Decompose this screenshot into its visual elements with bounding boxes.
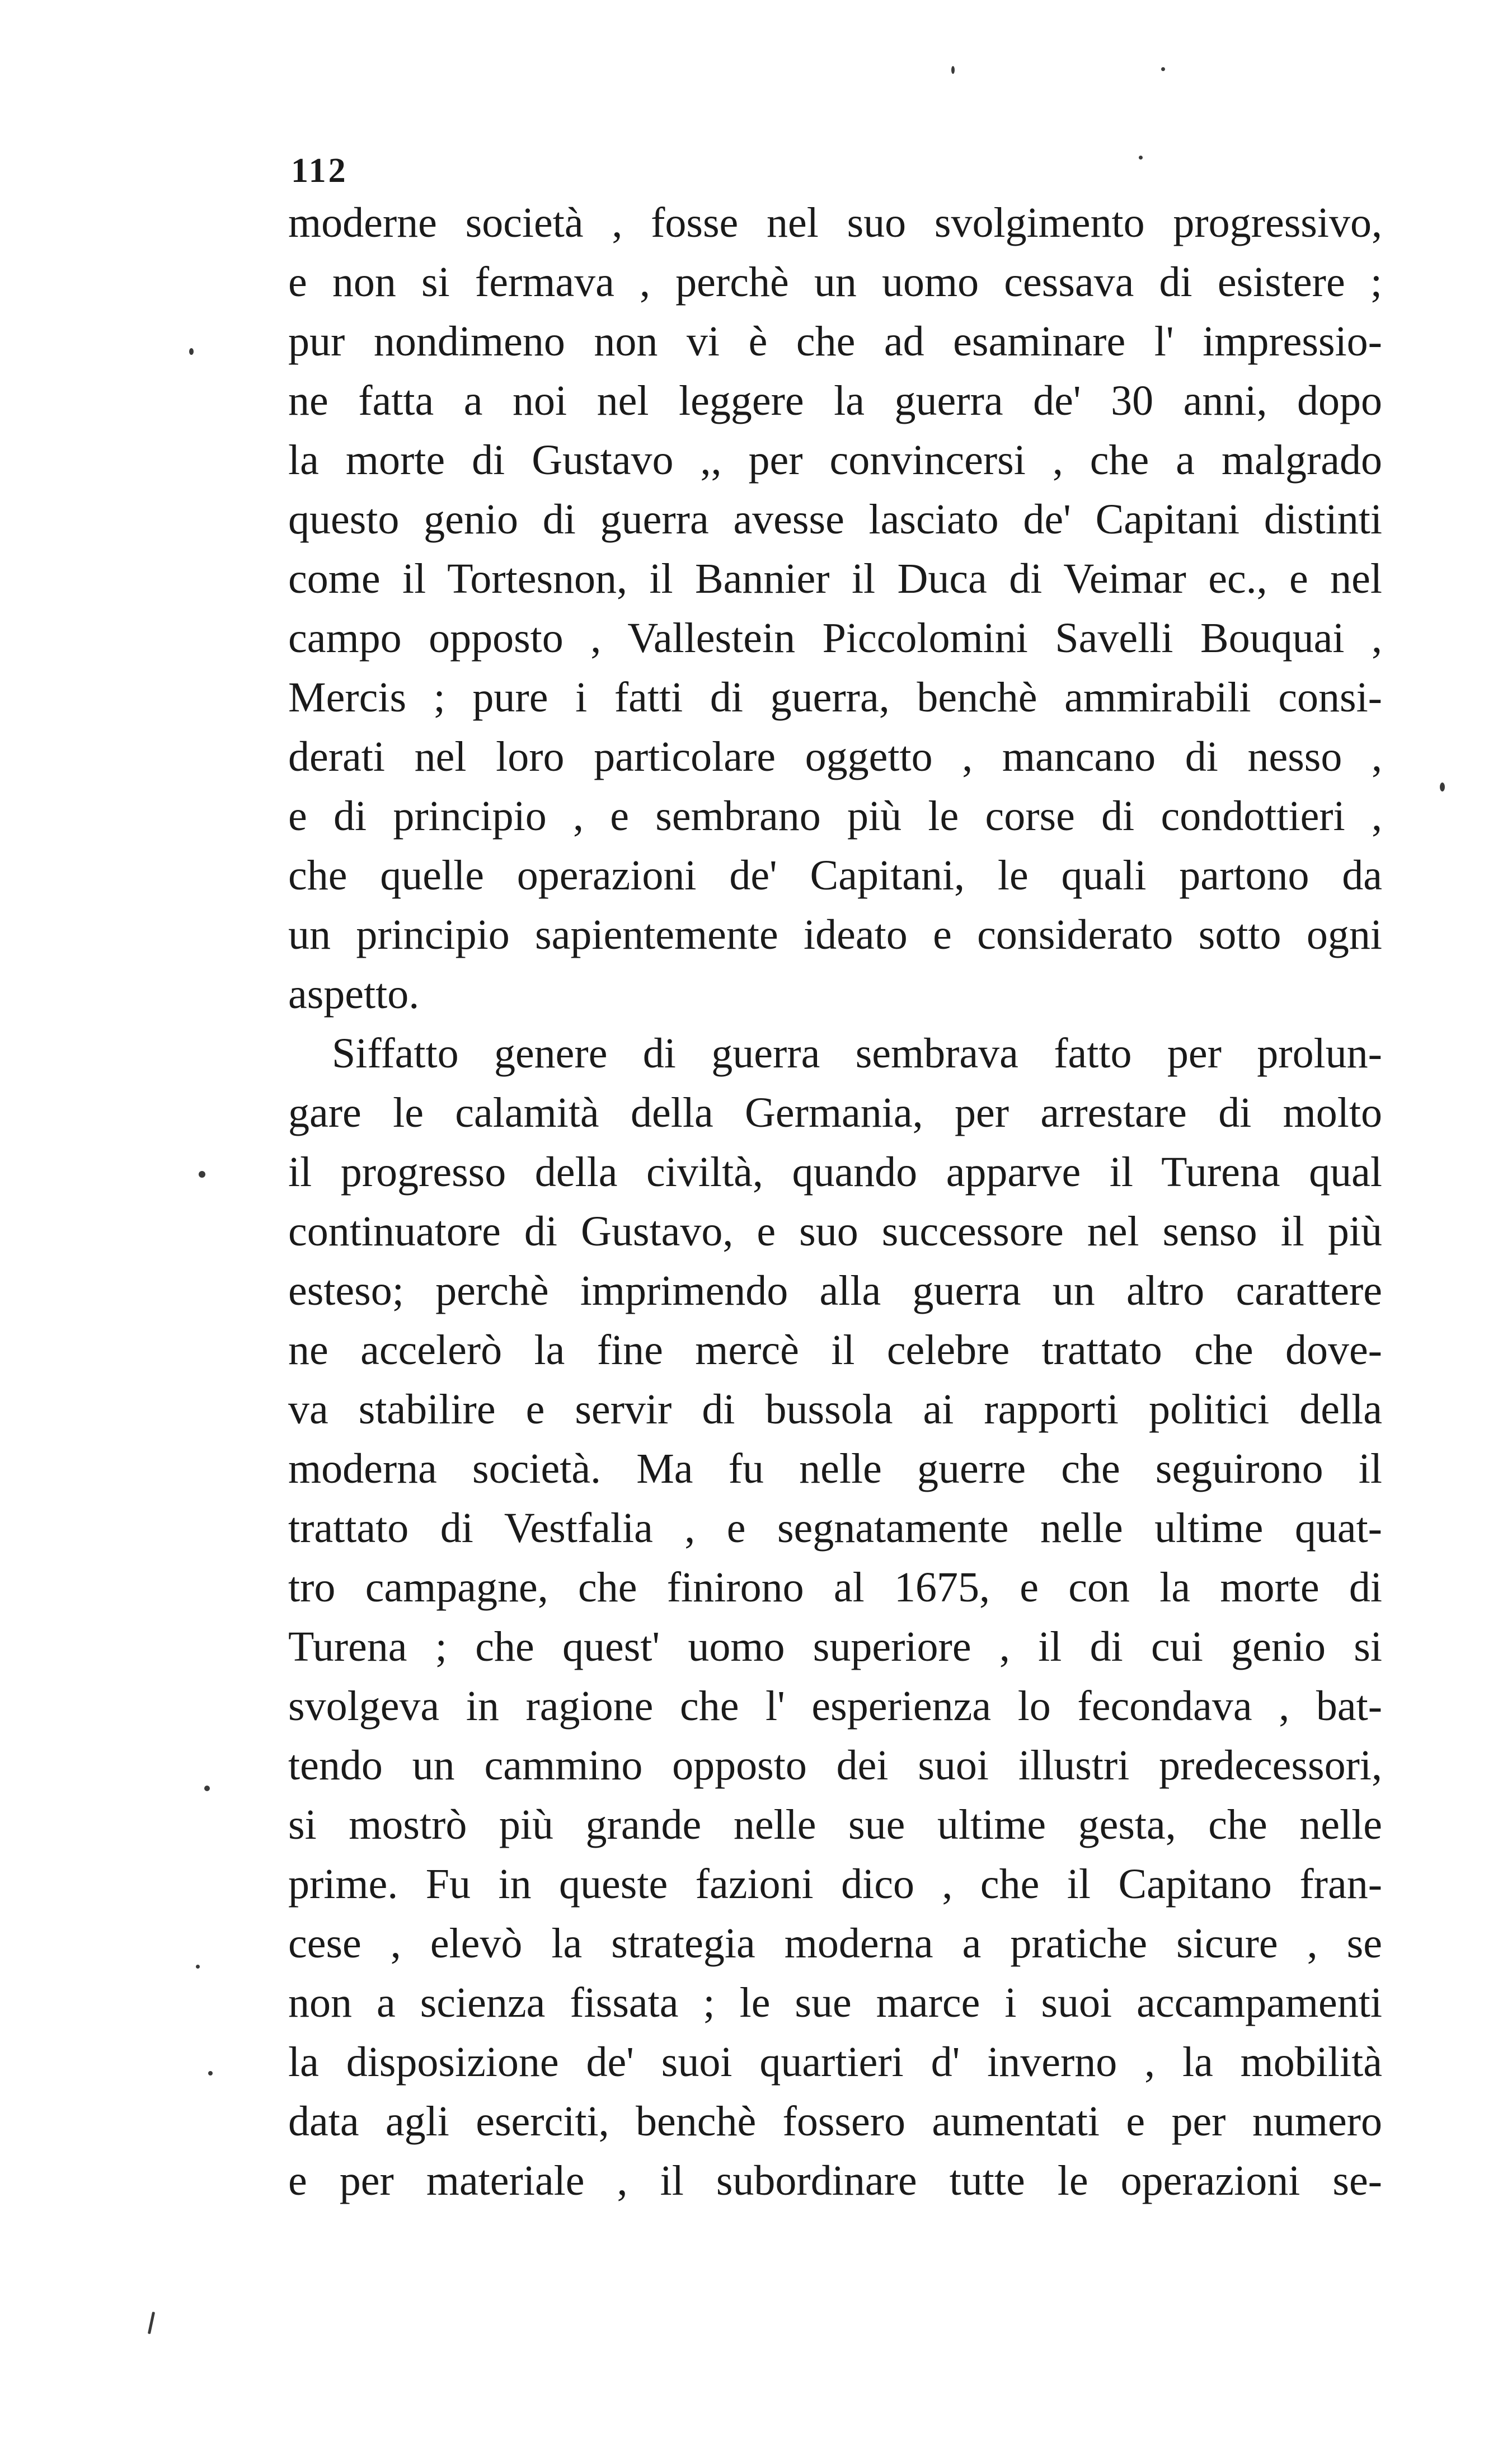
scan-speck bbox=[1161, 67, 1165, 71]
text-line: va stabilire e servir di bussola ai rapporti politici della bbox=[288, 1386, 1382, 1433]
text-line: ne accelerò la fine mercè il celebre trattato che dove- bbox=[288, 1327, 1382, 1374]
text-line: moderna società. Ma fu nelle guerre che seguirono il bbox=[288, 1445, 1382, 1492]
text-line: come il Tortesnon, il Bannier il Duca di Veimar ec., e nel bbox=[288, 555, 1382, 602]
text-line: pur nondimeno non vi è che ad esaminare l' impressio- bbox=[288, 318, 1382, 365]
scan-speck bbox=[148, 2312, 155, 2334]
text-line: un principio sapientemente ideato e considerato sotto ogni bbox=[288, 911, 1382, 958]
text-line: aspetto. bbox=[288, 971, 420, 1018]
text-line: cese , elevò la strategia moderna a pratiche sicure , se bbox=[288, 1920, 1382, 1967]
text-line: campo opposto , Vallestein Piccolomini Savelli Bouquai , bbox=[288, 615, 1382, 662]
text-line: la disposizione de' suoi quartieri d' inverno , la mobilità bbox=[288, 2039, 1382, 2086]
scan-speck bbox=[1139, 156, 1143, 160]
text-line: ne fatta a noi nel leggere la guerra de' 30 anni, dopo bbox=[288, 377, 1382, 424]
scan-speck bbox=[189, 348, 194, 355]
text-line: gare le calamità della Germania, per arrestare di molto bbox=[288, 1089, 1382, 1136]
text-line: data agli eserciti, benchè fossero aumentati e per numero bbox=[288, 2098, 1382, 2145]
text-line: il progresso della civiltà, quando apparve il Turena qual bbox=[288, 1149, 1382, 1196]
scan-speck bbox=[951, 66, 955, 74]
text-line: tro campagne, che finirono al 1675, e con la morte di bbox=[288, 1564, 1382, 1611]
paragraph-first-line: Siffatto genere di guerra sembrava fatto per prolun- bbox=[332, 1030, 1382, 1077]
text-line: prime. Fu in queste fazioni dico , che il Capitano fran- bbox=[288, 1861, 1382, 1908]
text-line: e per materiale , il subordinare tutte le operazioni se- bbox=[288, 2157, 1382, 2204]
text-line: questo genio di guerra avesse lasciato de' Capitani distinti bbox=[288, 496, 1382, 543]
scan-speck bbox=[196, 1965, 200, 1969]
scan-speck bbox=[208, 2071, 213, 2075]
text-line: la morte di Gustavo ,, per convincersi , che a malgrado bbox=[288, 437, 1382, 484]
scan-speck bbox=[204, 1786, 210, 1791]
text-line: derati nel loro particolare oggetto , mancano di nesso , bbox=[288, 733, 1382, 780]
scan-speck bbox=[199, 1171, 205, 1178]
page-number: 112 bbox=[291, 152, 348, 190]
text-line: trattato di Vestfalia , e segnatamente nelle ultime quat- bbox=[288, 1505, 1382, 1552]
text-line: Turena ; che quest' uomo superiore , il di cui genio si bbox=[288, 1623, 1382, 1670]
text-line: e di principio , e sembrano più le corse di condottieri , bbox=[288, 793, 1382, 840]
text-line: e non si fermava , perchè un uomo cessava di esistere ; bbox=[288, 259, 1382, 306]
text-line: continuatore di Gustavo, e suo successore nel senso il più bbox=[288, 1208, 1382, 1255]
text-line: tendo un cammino opposto dei suoi illustri predecessori, bbox=[288, 1742, 1382, 1789]
scan-speck bbox=[1440, 783, 1445, 791]
body-text bbox=[288, 193, 1382, 2210]
text-line: si mostrò più grande nelle sue ultime gesta, che nelle bbox=[288, 1801, 1382, 1848]
text-line: che quelle operazioni de' Capitani, le quali partono da bbox=[288, 852, 1382, 899]
text-line: moderne società , fosse nel suo svolgimento progressivo, bbox=[288, 199, 1382, 246]
text-line: Mercis ; pure i fatti di guerra, benchè ammirabili consi- bbox=[288, 674, 1382, 721]
text-line: non a scienza fissata ; le sue marce i suoi accampamenti bbox=[288, 1979, 1382, 2026]
text-line: svolgeva in ragione che l' esperienza lo fecondava , bat- bbox=[288, 1683, 1382, 1730]
text-line: esteso; perchè imprimendo alla guerra un altro carattere bbox=[288, 1267, 1382, 1314]
